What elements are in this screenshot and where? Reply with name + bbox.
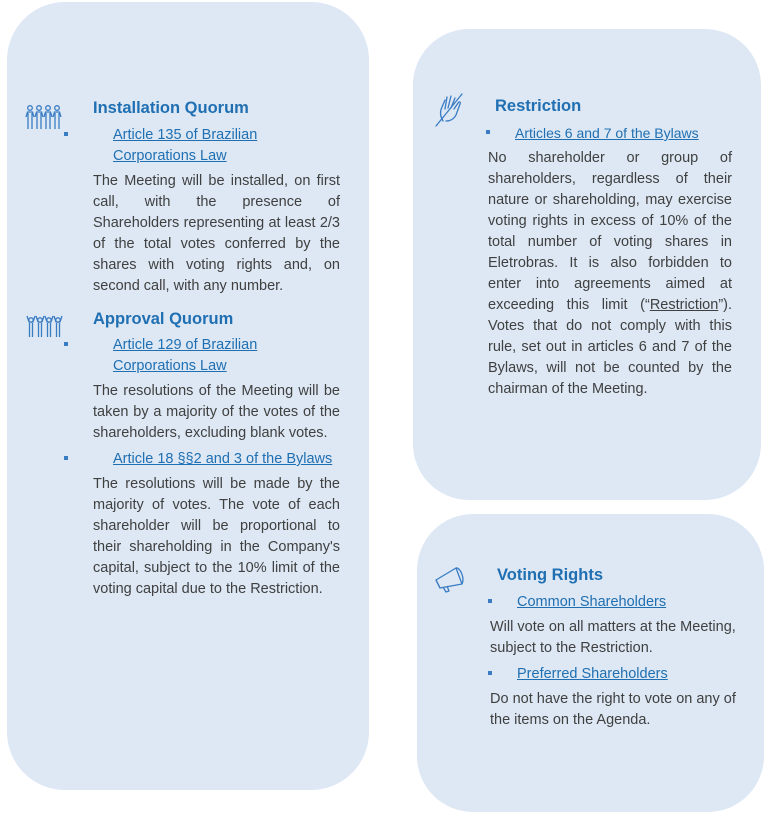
restriction-text: No shareholder or group of shareholders, regardless of their nature or shareholding, may exercise voting rights in excess of 10% of the total number of voting shares in Eletrobras. It is also forbidden to enter into agreements aimed at exceeding this limit (“Restriction”). Votes that do not comply with this rule, set out in articles 6 and 7 of the Bylaws, will not be counted by the chairman of the Meeting.: [488, 150, 732, 397]
bullet: [488, 671, 492, 675]
bullet: [488, 599, 492, 603]
approval-quorum-text-2: The resolutions will be made by the majority of votes. The vote of each shareholder will be proportional to their shareholding in the Company's capital, subject to the 10% limit of the voting capital due to the Restriction.: [93, 476, 340, 597]
restriction-heading: Restriction: [495, 97, 582, 115]
common-shareholders-text: Will vote on all matters at the Meeting, subject to the Restriction.: [490, 619, 736, 656]
installation-quorum-section: [93, 98, 340, 297]
article-18-link[interactable]: Article 18 §§2 and 3 of the Bylaws: [113, 451, 333, 467]
hand-stop-icon: [434, 93, 466, 127]
preferred-shareholders-text: Do not have the right to vote on any of the items on the Agenda.: [490, 691, 736, 728]
approval-quorum-text-1: The resolutions of the Meeting will be taken by a majority of the votes of the shareholders, excluding blank votes.: [93, 383, 340, 441]
approval-quorum-section: [93, 309, 340, 600]
bullet: [64, 456, 68, 460]
bullet: [486, 130, 490, 134]
bullet: [64, 132, 68, 136]
installation-quorum-text: The Meeting will be installed, on first call, with the presence of Shareholders representing at least 2/3 of the total votes conferred by the shares with voting rights and, on second call, with any number.: [93, 173, 340, 294]
people-group-icon: [24, 104, 64, 132]
installation-quorum-heading: Installation Quorum: [93, 99, 249, 117]
preferred-shareholders-link[interactable]: Preferred Shareholders: [517, 666, 668, 682]
common-shareholders-link[interactable]: Common Shareholders: [517, 594, 667, 610]
restriction-section: [488, 96, 732, 400]
articles-6-7-link[interactable]: Articles 6 and 7 of the Bylaws: [515, 125, 699, 141]
article-129-link[interactable]: Article 129 of Brazilian Corporations Law: [113, 337, 258, 374]
voting-rights-heading: Voting Rights: [497, 566, 604, 584]
bullet: [64, 342, 68, 346]
voting-rights-section: [490, 565, 740, 731]
megaphone-icon: [434, 564, 468, 594]
approval-quorum-heading: Approval Quorum: [93, 310, 234, 328]
people-raised-hands-icon: [26, 315, 64, 339]
article-135-link[interactable]: Article 135 of Brazilian Corporations Law: [113, 127, 258, 164]
restriction-term: Restriction: [649, 297, 719, 313]
